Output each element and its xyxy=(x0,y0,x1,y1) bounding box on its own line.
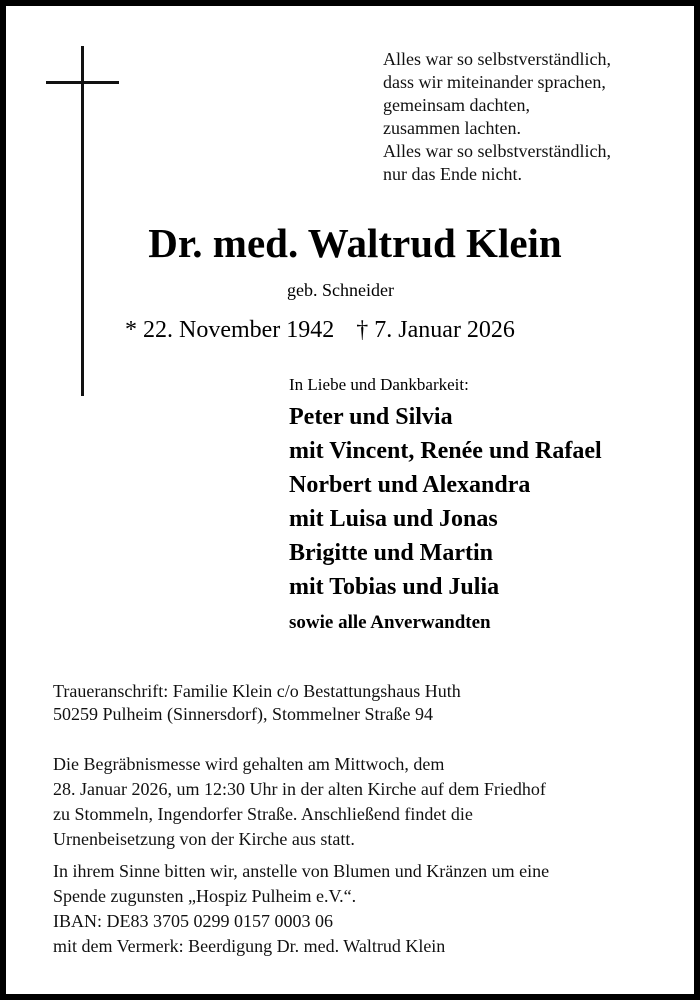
service-line: 28. Januar 2026, um 12:30 Uhr in der alten Kirche auf dem Friedhof xyxy=(53,779,546,799)
address-line: Traueranschrift: Familie Klein c/o Bestattungshaus Huth xyxy=(53,681,461,701)
address-line: 50259 Pulheim (Sinnersdorf), Stommelner Straße 94 xyxy=(53,704,433,724)
mourner-line: Peter und Silvia xyxy=(289,404,453,430)
mourners-intro: In Liebe und Dankbarkeit: xyxy=(289,375,469,394)
poem xyxy=(383,48,611,186)
service-line: zu Stommeln, Ingendorfer Straße. Anschließend findet die xyxy=(53,804,473,824)
funeral-service-info xyxy=(53,752,546,852)
donation-line: Spende zugunsten „Hospiz Pulheim e.V.“. xyxy=(53,886,357,906)
poem-line: gemeinsam dachten, xyxy=(383,95,530,115)
poem-line: Alles war so selbstverständlich, xyxy=(383,49,611,69)
donation-reference: mit dem Vermerk: Beerdigung Dr. med. Waltrud Klein xyxy=(53,936,446,956)
deceased-name-text: Dr. med. Waltrud Klein xyxy=(148,220,562,266)
donation-line: In ihrem Sinne bitten wir, anstelle von Blumen und Kränzen um eine xyxy=(53,861,550,881)
mourner-line: mit Tobias und Julia xyxy=(289,574,500,600)
obituary-notice xyxy=(6,6,694,994)
cross-icon-crossbar xyxy=(46,81,119,84)
service-line: Urnenbeisetzung von der Kirche aus statt. xyxy=(53,829,355,849)
service-line: Die Begräbnismesse wird gehalten am Mittwoch, dem xyxy=(53,754,445,774)
mourner-line: Brigitte und Martin xyxy=(289,540,493,566)
mourning-address xyxy=(53,680,461,726)
iban-line: IBAN: DE83 3705 0299 0157 0003 06 xyxy=(53,911,333,931)
mourner-line: mit Vincent, Renée und Rafael xyxy=(289,438,602,464)
maiden-name: geb. Schneider xyxy=(287,280,394,300)
donation-info xyxy=(53,859,549,959)
poem-line: nur das Ende nicht. xyxy=(383,164,522,184)
birth-date: * 22. November 1942 xyxy=(125,317,335,343)
poem-line: dass wir miteinander sprachen, xyxy=(383,72,606,92)
mourner-line: mit Luisa und Jonas xyxy=(289,506,498,532)
death-date: † 7. Januar 2026 xyxy=(356,317,515,343)
relatives-line: sowie alle Anverwandten xyxy=(289,612,491,633)
deceased-name xyxy=(6,218,700,268)
life-dates xyxy=(125,314,515,346)
mourner-line: Norbert und Alexandra xyxy=(289,472,531,498)
poem-line: zusammen lachten. xyxy=(383,118,521,138)
poem-line: Alles war so selbstverständlich, xyxy=(383,141,611,161)
mourners-list xyxy=(289,400,602,604)
